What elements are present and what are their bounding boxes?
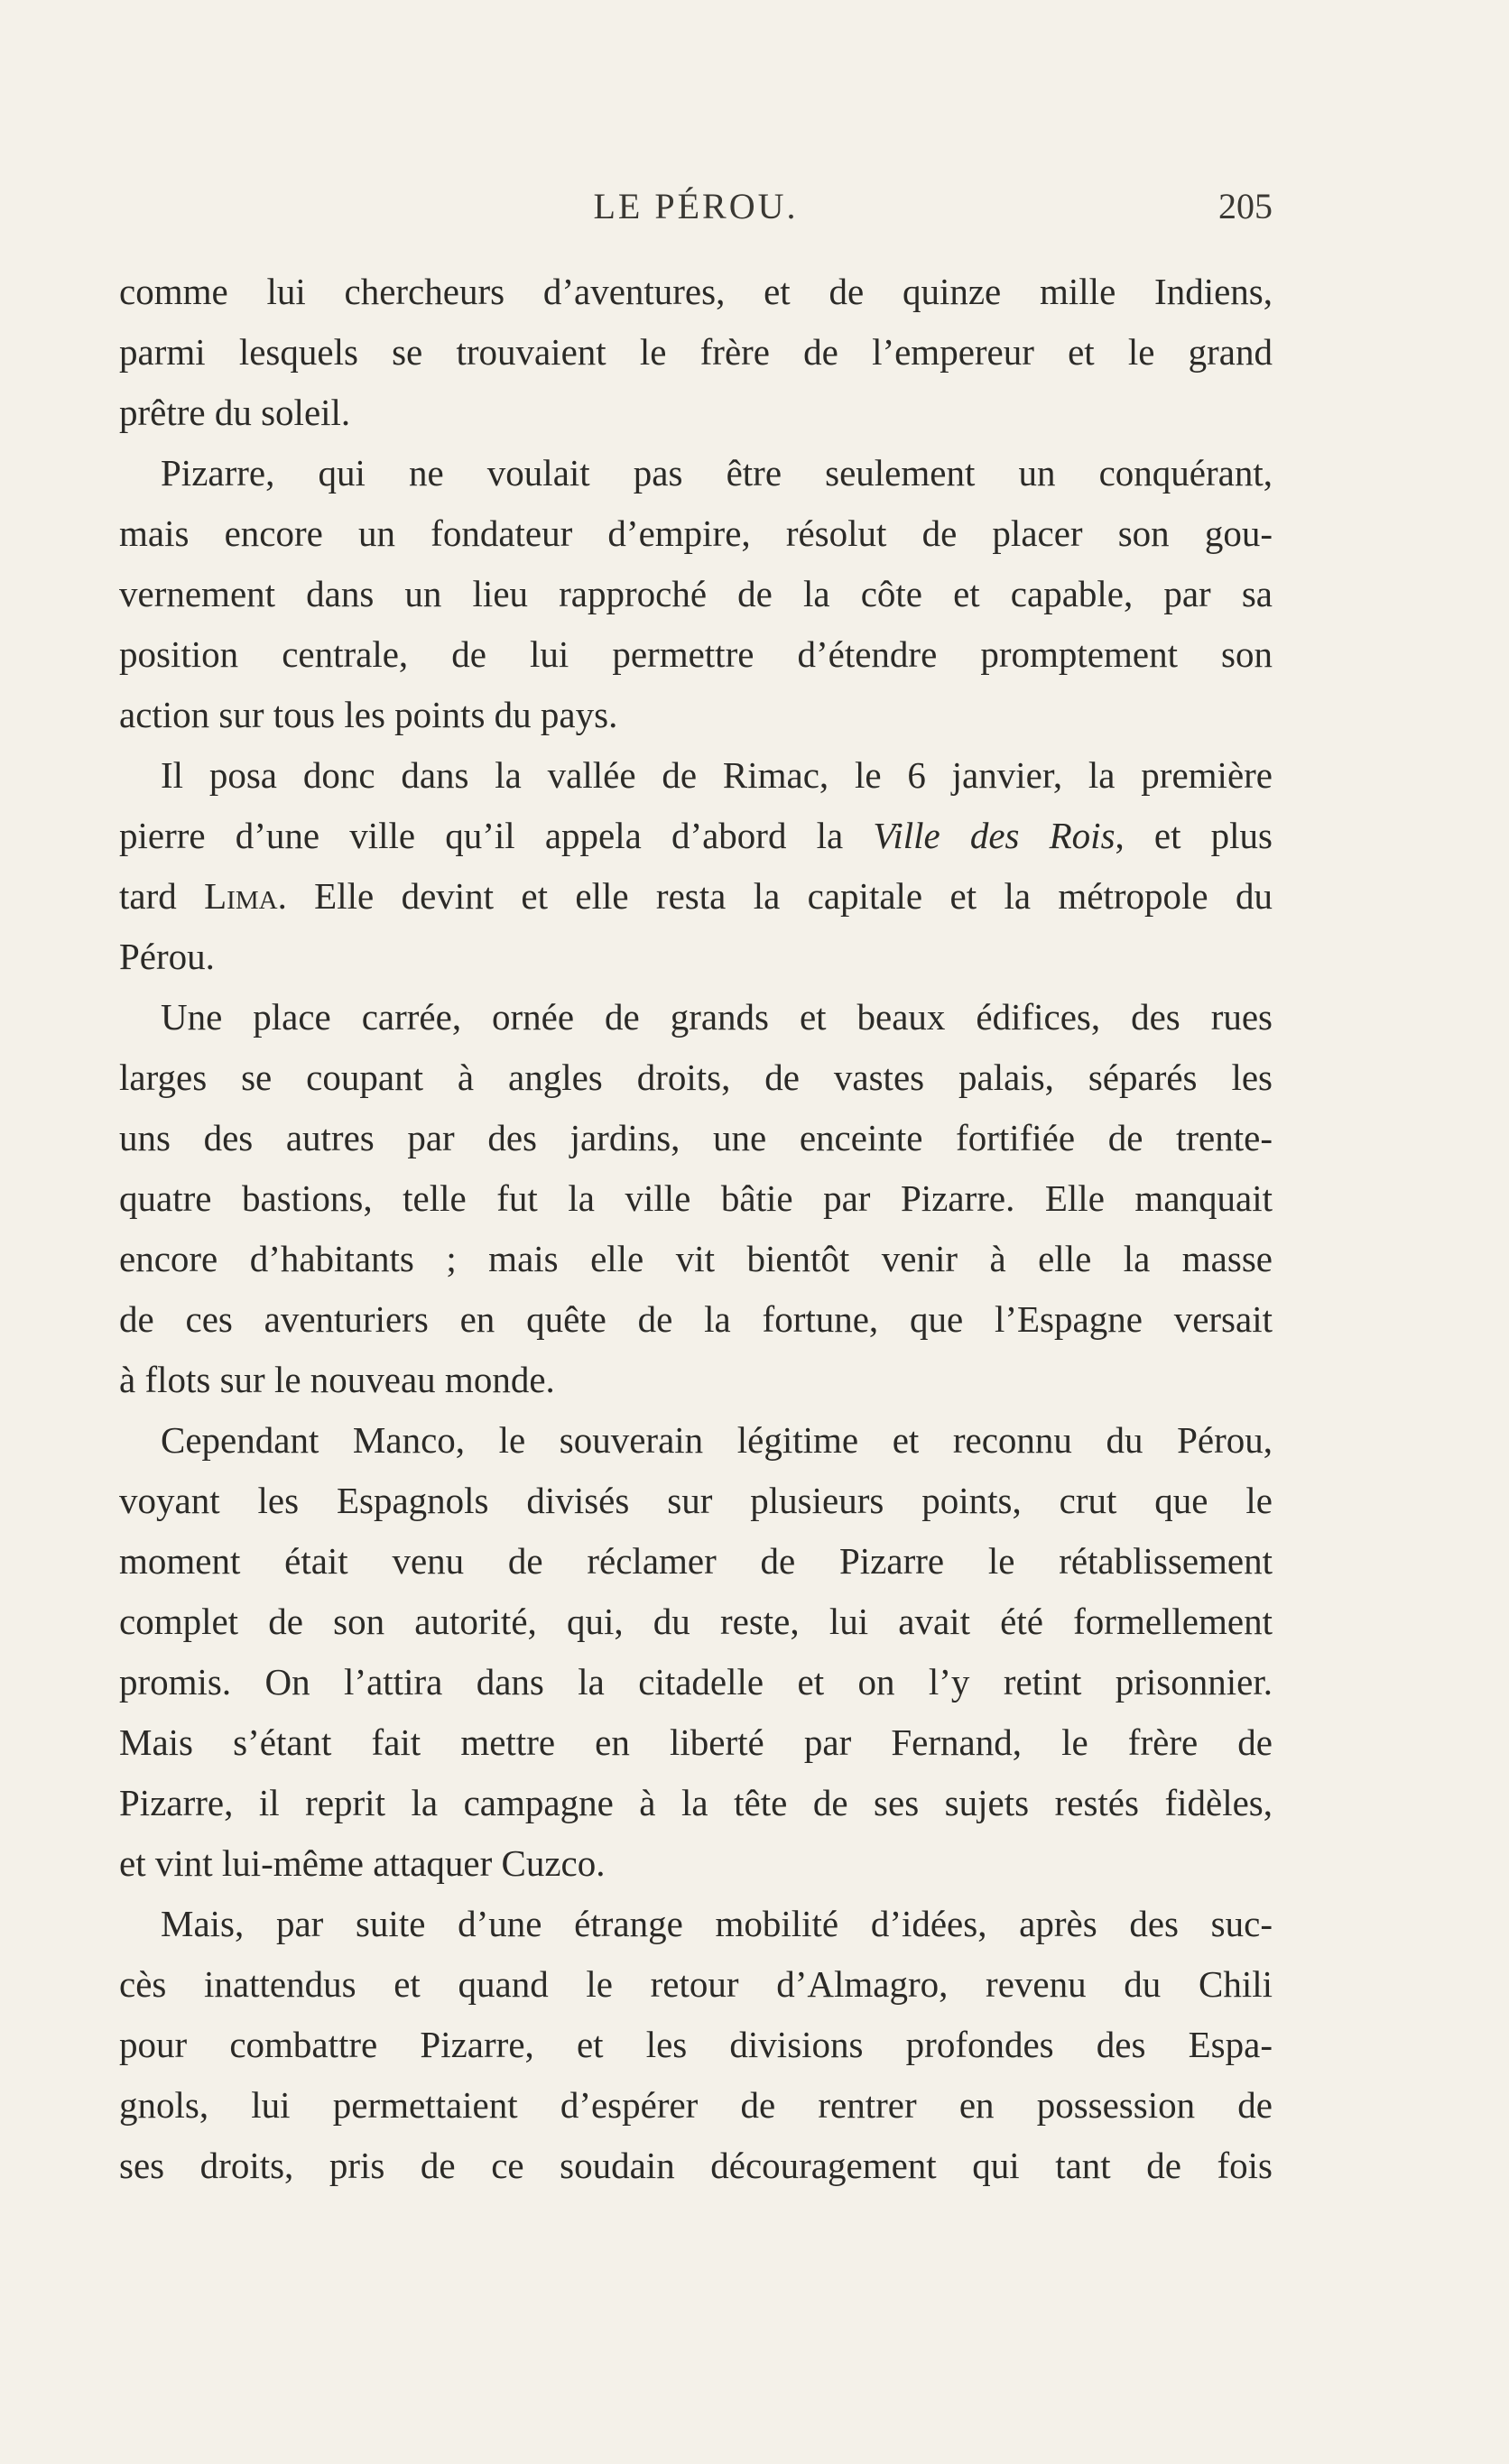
text-line: Mais s’étant fait mettre en liberté par Fernand, le frère de <box>119 1721 1273 1763</box>
text-run: pierre d’une ville qu’il appela d’abord la <box>119 815 874 856</box>
running-head <box>119 185 1273 230</box>
paragraph-start-line: Mais, par suite d’une étrange mobilité d’idées, après des suc- <box>161 1903 1273 1944</box>
text-line: de ces aventuriers en quête de la fortune, que l’Espagne versait <box>119 1298 1273 1340</box>
text-line: prêtre du soleil. <box>119 392 351 433</box>
text-line <box>119 866 1273 927</box>
text-line: Pizarre, il reprit la campagne à la tête de ses sujets restés fidèles, <box>119 1782 1273 1823</box>
text-line: parmi lesquels se trouvaient le frère de l’empereur et le grand <box>119 331 1273 373</box>
running-title: LE PÉROU. <box>593 186 799 226</box>
text-line: moment était venu de réclamer de Pizarre le rétablissement <box>119 1540 1273 1582</box>
text-line: mais encore un fondateur d’empire, résolut de placer son gou- <box>119 512 1273 554</box>
text-run: , et plus <box>1115 815 1273 856</box>
text-line: encore d’habitants ; mais elle vit bientôt venir à elle la masse <box>119 1238 1273 1279</box>
text-line: action sur tous les points du pays. <box>119 694 618 735</box>
text-line: promis. On l’attira dans la citadelle et on l’y retint prisonnier. <box>119 1661 1273 1703</box>
paragraph-start-line: Il posa donc dans la vallée de Rimac, le 6 janvier, la première <box>161 754 1273 796</box>
text-line: cès inattendus et quand le retour d’Almagro, revenu du Chili <box>119 1963 1273 2005</box>
text-line: comme lui chercheurs d’aventures, et de quinze mille Indiens, <box>119 271 1273 312</box>
italic-city-name: Ville des Rois <box>873 815 1116 856</box>
text-run: . Elle devint et elle resta la capitale et la métropole du <box>277 875 1273 917</box>
text-run: tard <box>119 875 205 917</box>
text-line <box>119 806 1273 866</box>
text-line: Pérou. <box>119 936 215 977</box>
text-line: pour combattre Pizarre, et les divisions profondes des Espa- <box>119 2024 1273 2065</box>
text-line: quatre bastions, telle fut la ville bâtie par Pizarre. Elle manquait <box>119 1177 1273 1219</box>
text-line: vernement dans un lieu rapproché de la côte et capable, par sa <box>119 573 1273 614</box>
small-caps-city-name: Lima <box>204 875 278 917</box>
text-line: position centrale, de lui permettre d’étendre promptement son <box>119 633 1273 675</box>
text-line: à flots sur le nouveau monde. <box>119 1359 555 1400</box>
text-line: uns des autres par des jardins, une enceinte fortifiée de trente- <box>119 1117 1273 1158</box>
body-text <box>119 262 1273 2196</box>
text-line: voyant les Espagnols divisés sur plusieurs points, crut que le <box>119 1480 1273 1521</box>
text-line: complet de son autorité, qui, du reste, lui avait été formellement <box>119 1601 1273 1642</box>
page-number: 205 <box>1218 186 1273 226</box>
text-line: ses droits, pris de ce soudain découragement qui tant de fois <box>119 2145 1273 2186</box>
paragraph-start-line: Une place carrée, ornée de grands et beaux édifices, des rues <box>161 996 1273 1038</box>
text-line: larges se coupant à angles droits, de vastes palais, séparés les <box>119 1057 1273 1098</box>
text-line: gnols, lui permettaient d’espérer de rentrer en possession de <box>119 2084 1273 2126</box>
text-line: et vint lui-même attaquer Cuzco. <box>119 1842 606 1884</box>
paragraph-start-line: Cependant Manco, le souverain légitime et reconnu du Pérou, <box>161 1419 1273 1461</box>
paragraph-start-line: Pizarre, qui ne voulait pas être seulement un conquérant, <box>161 452 1273 494</box>
